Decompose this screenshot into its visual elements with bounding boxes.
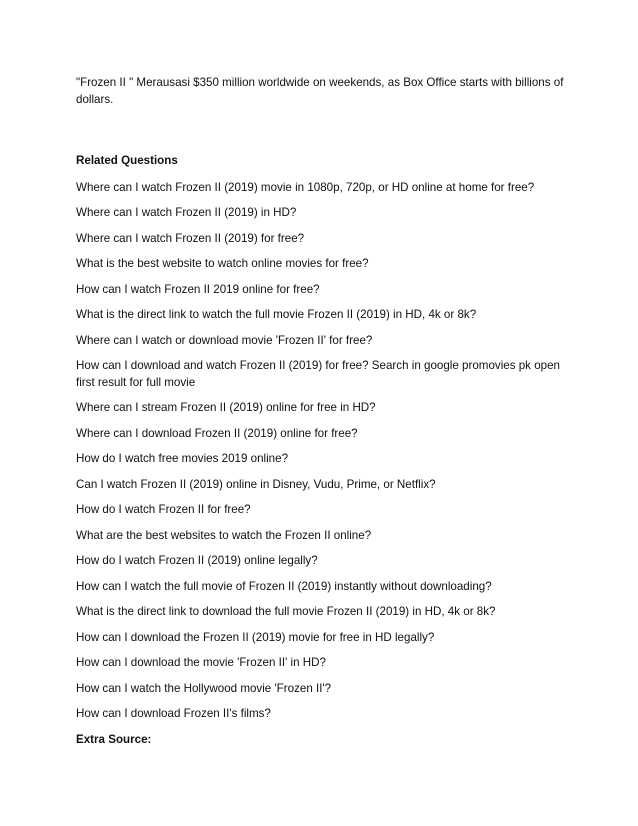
question-item: What is the best website to watch online movies for free? bbox=[76, 257, 369, 270]
question-item: Where can I watch Frozen II (2019) for free? bbox=[76, 231, 305, 245]
question-item: How can I download and watch Frozen II (2019) for free? Search in google promovies pk open first result for full movie bbox=[76, 359, 560, 389]
question-item: What are the best websites to watch the Frozen II online? bbox=[76, 528, 372, 542]
question-item: Where can I download Frozen II (2019) online for free? bbox=[76, 426, 358, 440]
question-item: Where can I watch Frozen II (2019) movie in 1080p, 720p, or HD online at home for free? bbox=[76, 180, 535, 194]
related-questions-heading: Related Questions bbox=[76, 154, 178, 167]
question-item: Where can I watch or download movie 'Frozen II' for free? bbox=[76, 333, 373, 347]
related-questions-list bbox=[76, 180, 566, 723]
question-item: What is the direct link to watch the full movie Frozen II (2019) in HD, 4k or 8k? bbox=[76, 308, 477, 321]
question-item: What is the direct link to download the full movie Frozen II (2019) in HD, 4k or 8k? bbox=[76, 605, 496, 618]
document-body bbox=[76, 75, 566, 748]
intro-paragraph: "Frozen II " Merausasi $350 million worldwide on weekends, as Box Office starts with billions of dollars. bbox=[76, 76, 564, 106]
question-item: How can I watch the Hollywood movie 'Frozen II'? bbox=[76, 681, 332, 695]
question-item: How can I download the Frozen II (2019) movie for free in HD legally? bbox=[76, 630, 435, 644]
question-item: How can I download Frozen II's films? bbox=[76, 707, 271, 720]
question-item: Where can I watch Frozen II (2019) in HD? bbox=[76, 206, 297, 219]
question-item: How do I watch Frozen II for free? bbox=[76, 503, 251, 516]
question-item: How can I watch Frozen II 2019 online for free? bbox=[76, 282, 320, 296]
question-item: How can I download the movie 'Frozen II' in HD? bbox=[76, 656, 326, 669]
question-item: How can I watch the full movie of Frozen II (2019) instantly without downloading? bbox=[76, 579, 492, 593]
question-item: How do I watch Frozen II (2019) online legally? bbox=[76, 554, 318, 567]
question-item: Can I watch Frozen II (2019) online in Disney, Vudu, Prime, or Netflix? bbox=[76, 477, 436, 491]
question-item: Where can I stream Frozen II (2019) online for free in HD? bbox=[76, 401, 376, 414]
question-item: How do I watch free movies 2019 online? bbox=[76, 452, 289, 465]
extra-source-label: Extra Source: bbox=[76, 732, 152, 746]
